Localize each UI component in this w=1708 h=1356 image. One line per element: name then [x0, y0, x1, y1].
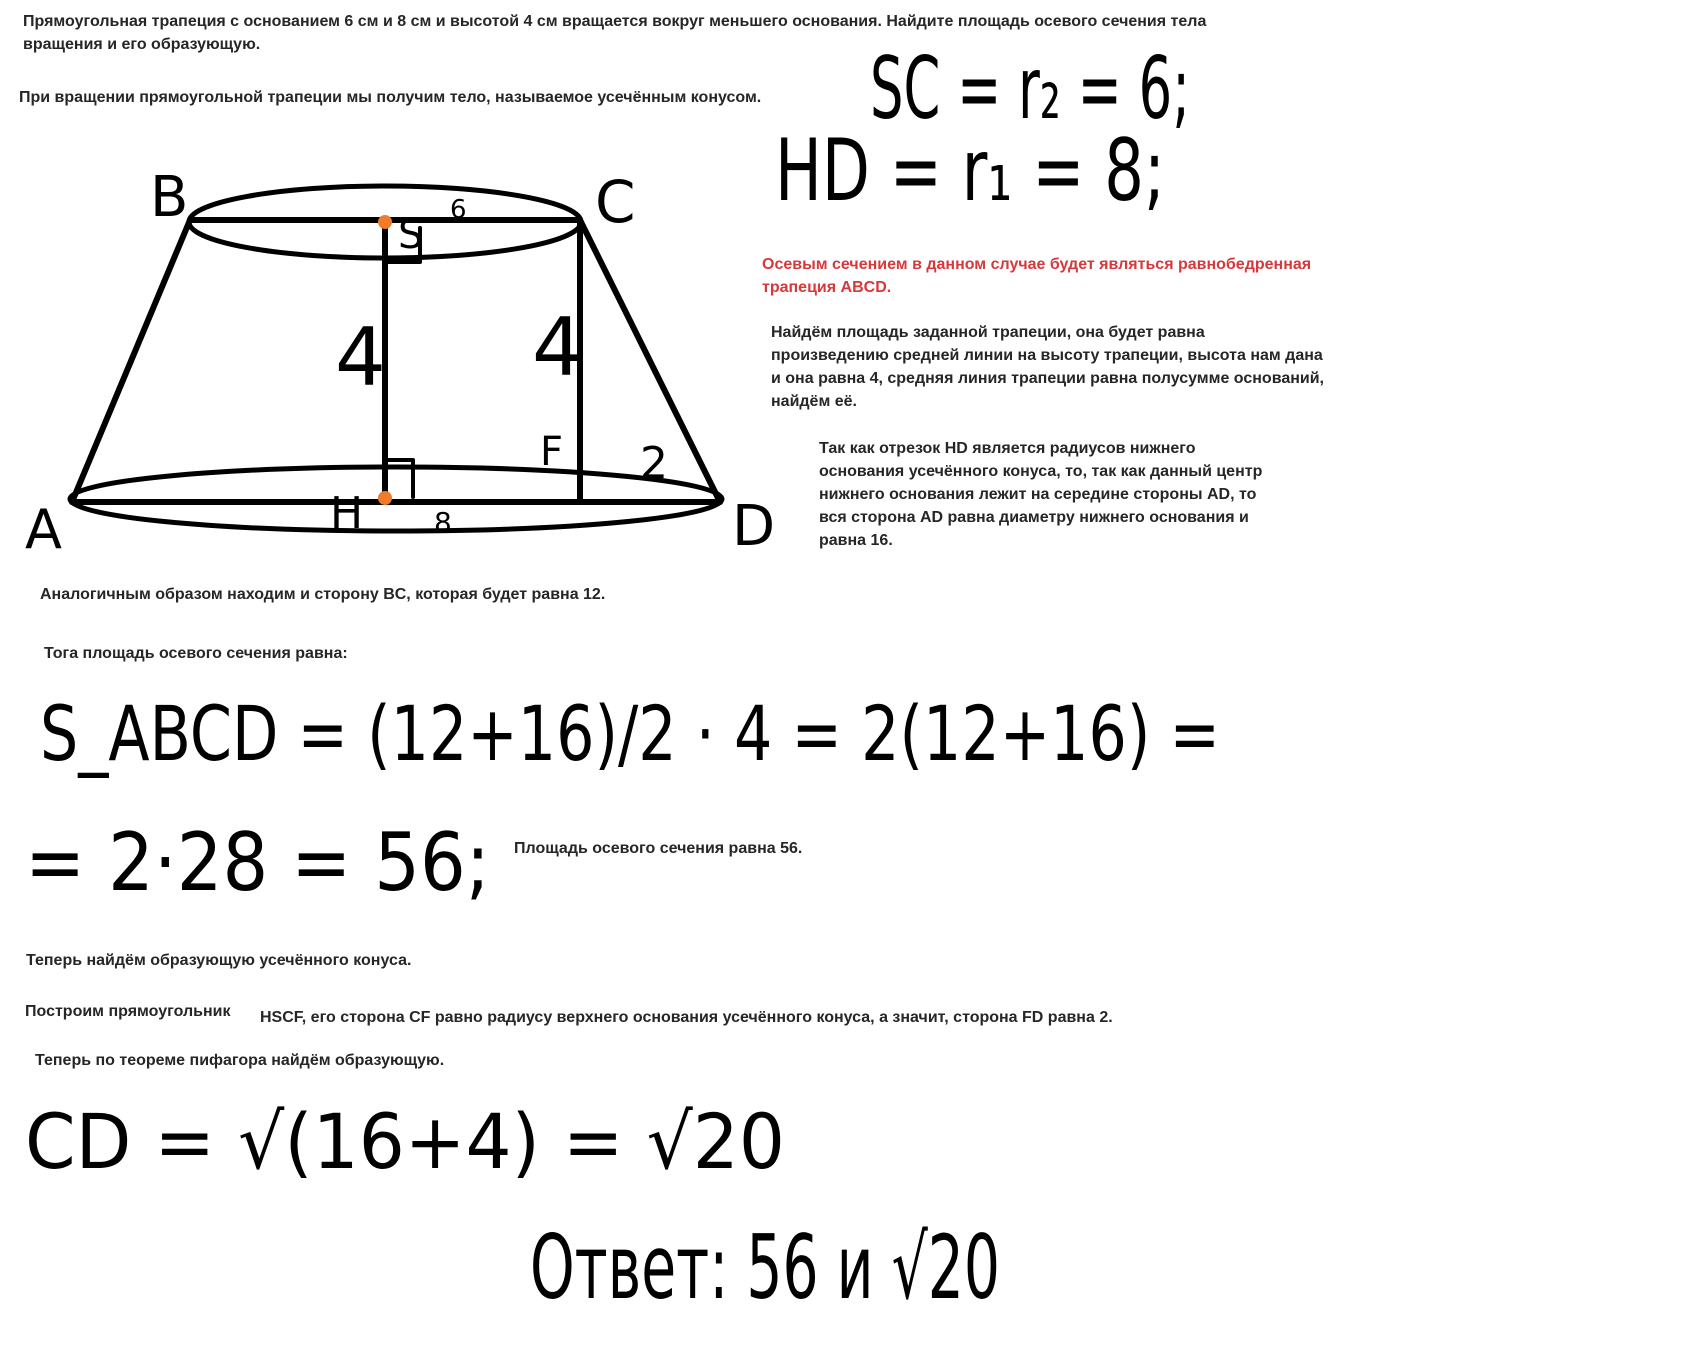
label-fd: 2: [640, 438, 668, 489]
handwritten-area-calc: = 2·28 = 56;: [25, 816, 490, 909]
intro-text: При вращении прямоугольной трапеции мы получим тело, называемое усечённым конусом.: [19, 89, 762, 106]
handwritten-answer: Ответ: 56 и √20: [530, 1216, 1000, 1319]
label-b: B: [150, 165, 189, 230]
label-f: F: [540, 429, 564, 475]
label-top-radius: 6: [450, 195, 467, 225]
handwritten-area-formula: S_ABCD = (12+16)/2 · 4 = 2(12+16) =: [40, 689, 1220, 778]
handwritten-hd: HD = r₁ = 8;: [775, 121, 1165, 221]
label-h: H: [330, 488, 364, 539]
rectangle-text-a: Построим прямоугольник: [25, 1003, 231, 1020]
label-height-right: 4: [532, 301, 583, 394]
area-intro-text: Тога площадь осевого сечения равна:: [44, 645, 348, 662]
bc-side-text: Аналогичным образом находим и сторону BC, которая будет равна 12.: [40, 586, 606, 603]
label-c: C: [595, 168, 636, 236]
pythagoras-text: Теперь по теореме пифагора найдём образующую.: [35, 1052, 445, 1069]
handwritten-cd: CD = √(16+4) = √20: [25, 1097, 785, 1186]
generatrix-intro-text: Теперь найдём образующую усечённого конуса.: [26, 952, 412, 969]
label-bottom-radius: 8: [434, 506, 452, 539]
label-s: S: [398, 212, 424, 258]
frustum-diagram: [70, 186, 722, 531]
handwritten-sc: SC = r₂ = 6;: [870, 39, 1190, 139]
label-a: A: [25, 498, 62, 561]
rectangle-text-b: HSCF, его сторона CF равно радиусу верхнего основания усечённого конуса, а значит, сторона FD равна 2.: [260, 1009, 1113, 1026]
area-method-text: Найдём площадь заданной трапеции, она будет равна произведению средней линии на высоту трапеции, высота нам дана и она равна 4, средняя линия трапеции равна полусумме оснований, найдём её.: [771, 324, 1324, 410]
point-s: [378, 215, 392, 229]
axial-section-text: Осевым сечением в данном случае будет являться равнобедренная трапеция ABCD.: [762, 256, 1312, 296]
hd-radius-text: Так как отрезок HD является радиусов нижнего основания усечённого конуса, то, так как данный центр нижнего основания лежит на середине стороны AD, то вся сторона AD равна диаметру нижнего основания и равна 16.: [819, 440, 1263, 549]
point-h: [378, 491, 392, 505]
label-d: D: [732, 494, 776, 559]
label-height-left: 4: [335, 311, 386, 404]
area-result-text: Площадь осевого сечения равна 56.: [514, 840, 803, 857]
segment-ab: [72, 220, 190, 502]
problem-statement: Прямоугольная трапеция с основанием 6 см и 8 см и высотой 4 см вращается вокруг меньшего основания. Найдите площадь осевого сечения тела вращения и его образующую.: [23, 13, 1207, 53]
